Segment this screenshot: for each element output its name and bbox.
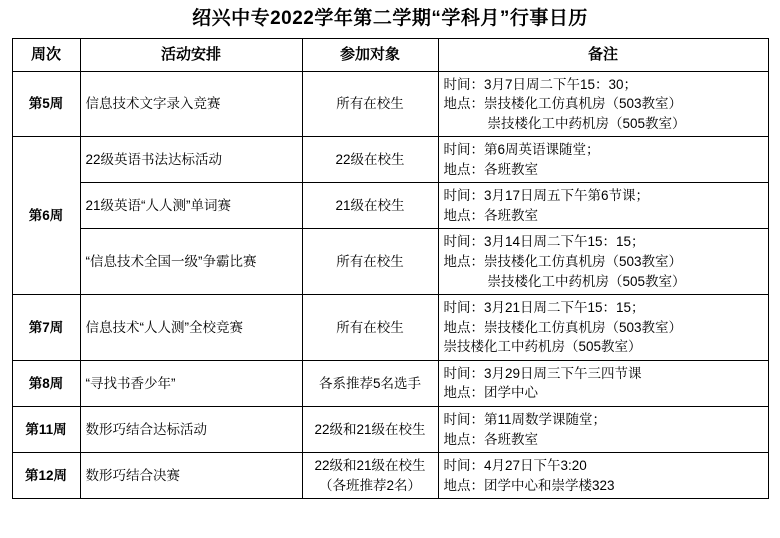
- week-cell: 第5周: [12, 71, 80, 137]
- remark-cell: [438, 360, 768, 406]
- remark-line: 时间：第6周英语课随堂；: [443, 142, 600, 158]
- target-line: 所有在校生: [336, 96, 404, 112]
- table-body: [12, 71, 768, 499]
- table-row: [12, 295, 768, 361]
- target-cell: [302, 137, 438, 183]
- remark-line: 崇技楼化工中药机房（505教室）: [443, 339, 642, 355]
- remark-line: 时间：第11周数学课随堂；: [443, 411, 607, 427]
- table-row: [12, 71, 768, 137]
- remark-line: 时间：3月29日周三下午三四节课: [443, 365, 642, 381]
- target-line: 22级和21级在校生: [314, 421, 426, 437]
- target-cell: [302, 71, 438, 137]
- remark-cell: [438, 71, 768, 137]
- target-cell: [302, 229, 438, 295]
- remark-line: 地点：团学中心和崇学楼323: [443, 477, 615, 493]
- remark-line: 时间：3月17日周五下午第6节课；: [443, 188, 650, 204]
- column-header-remark: 备注: [438, 38, 768, 71]
- activity-cell: “寻找书香少年”: [80, 360, 302, 406]
- remark-line: 地点：各班教室: [443, 161, 538, 177]
- target-line: 各系推荐5名选手: [318, 375, 421, 391]
- target-cell: [302, 360, 438, 406]
- target-line: 所有在校生: [336, 254, 404, 270]
- remark-line: 地点：崇技楼化工仿真机房（503教室）: [443, 96, 683, 112]
- remark-cell: [438, 137, 768, 183]
- remark-line: 时间：3月14日周二下午15：15；: [443, 234, 645, 250]
- activity-cell: 22级英语书法达标活动: [80, 137, 302, 183]
- column-header-target: 参加对象: [302, 38, 438, 71]
- table-row: [12, 229, 768, 295]
- activity-cell: 数形巧结合决赛: [80, 453, 302, 499]
- remark-line: 时间：4月27日下午3:20: [443, 458, 587, 474]
- activity-cell: 信息技术文字录入竞赛: [80, 71, 302, 137]
- table-row: [12, 453, 768, 499]
- column-header-activity: 活动安排: [80, 38, 302, 71]
- remark-line: 地点：崇技楼化工仿真机房（503教室）: [443, 319, 683, 335]
- remark-cell: [438, 183, 768, 229]
- table-header-row: [12, 38, 768, 71]
- week-cell: 第11周: [12, 406, 80, 452]
- target-cell: [302, 406, 438, 452]
- activity-cell: 信息技术“人人测”全校竞赛: [80, 295, 302, 361]
- activity-cell: 数形巧结合达标活动: [80, 406, 302, 452]
- target-line: 22级和21级在校生: [314, 458, 426, 474]
- remark-line: 地点：各班教室: [443, 207, 538, 223]
- week-cell: 第6周: [12, 137, 80, 295]
- column-header-week: 周次: [12, 38, 80, 71]
- target-cell: [302, 453, 438, 499]
- table-row: [12, 406, 768, 452]
- week-cell: 第12周: [12, 453, 80, 499]
- table-row: [12, 360, 768, 406]
- page-title: 绍兴中专2022学年第二学期“学科月”行事日历: [192, 8, 588, 29]
- remark-cell: [438, 406, 768, 452]
- remark-line: 时间：3月7日周二下午15：30；: [443, 76, 638, 92]
- table-row: [12, 137, 768, 183]
- remark-line: 崇技楼化工中药机房（505教室）: [487, 273, 686, 289]
- target-line: 21级在校生: [335, 198, 405, 214]
- schedule-table: [12, 38, 769, 499]
- remark-cell: [438, 229, 768, 295]
- remark-cell: [438, 453, 768, 499]
- target-line: 所有在校生: [336, 319, 404, 335]
- remark-line: 地点：团学中心: [443, 385, 538, 401]
- target-cell: [302, 295, 438, 361]
- target-line: 22级在校生: [335, 152, 405, 168]
- remark-line: 地点：崇技楼化工仿真机房（503教室）: [443, 254, 683, 270]
- target-line: （各班推荐2名）: [318, 477, 421, 493]
- target-cell: [302, 183, 438, 229]
- activity-cell: “信息技术全国一级”争霸比赛: [80, 229, 302, 295]
- remark-line: 地点：各班教室: [443, 431, 538, 447]
- table-row: [12, 183, 768, 229]
- week-cell: 第8周: [12, 360, 80, 406]
- remark-line: 崇技楼化工中药机房（505教室）: [487, 115, 686, 131]
- remark-line: 时间：3月21日周二下午15：15；: [443, 300, 645, 316]
- activity-cell: 21级英语“人人测”单词赛: [80, 183, 302, 229]
- week-cell: 第7周: [12, 295, 80, 361]
- remark-cell: [438, 295, 768, 361]
